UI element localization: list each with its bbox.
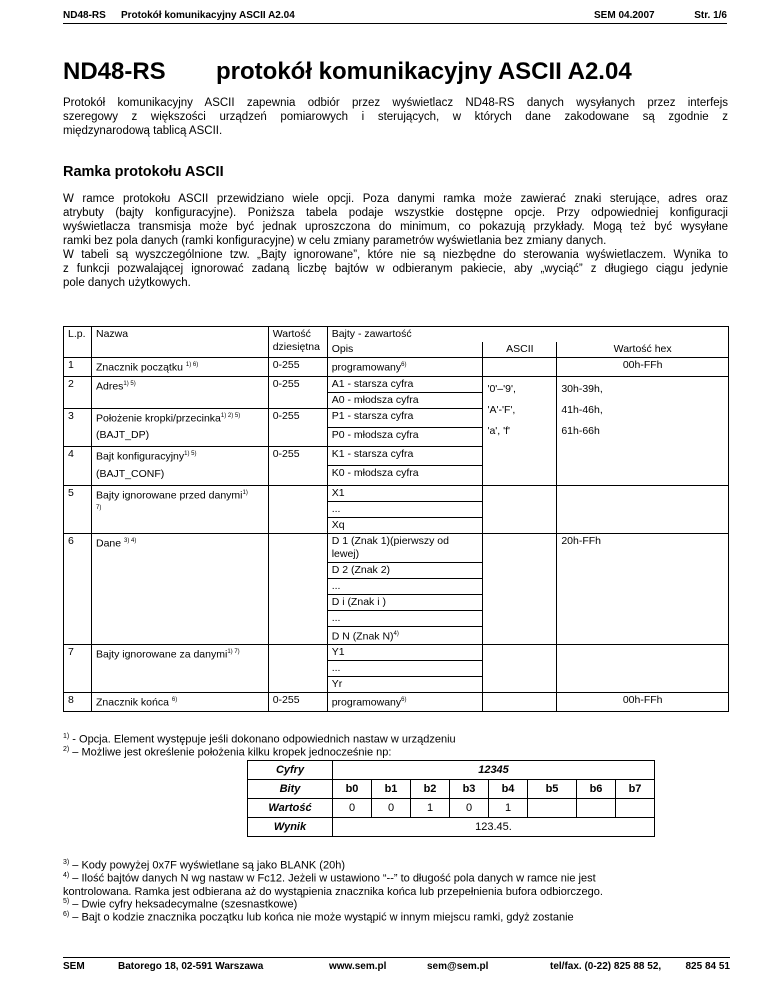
col-hex-header: Wartość hex bbox=[557, 342, 729, 358]
label-value: Wartość bbox=[248, 799, 333, 818]
col-ascii-header: ASCII bbox=[483, 342, 557, 358]
bit-header: b1 bbox=[372, 780, 411, 799]
section-line: atrybuty (bajty konfiguracyjne). Poniższa tabela podaje wszystkie dostępne opcje. Przy odpowiedniej konfiguracji bbox=[63, 207, 728, 219]
row-name: Adres$^{1) 5)}$ bbox=[91, 376, 268, 408]
footer-phone: tel/fax. (0-22) 825 88 52, bbox=[550, 961, 662, 972]
section-line: pole danych użytkowych. bbox=[63, 277, 191, 289]
table-row bbox=[64, 533, 729, 562]
row-desc: programowany$^{6)}$ bbox=[327, 358, 483, 377]
section-line: ramki bez pola danych (ramki konfiguracyjne) w celu zmiany parametrów wyświetlania bez zmiany danych. bbox=[63, 235, 607, 247]
page-title bbox=[63, 58, 632, 86]
row-value: 0-255 bbox=[268, 447, 327, 486]
section-line: W tabeli są wyszczególnione tzw. „Bajty ignorowane”, które nie są niezbędne do sterowania wyświetlaczem. Wynika to bbox=[63, 249, 728, 261]
row-name: Znacznik początku $^{1) 6)}$ bbox=[91, 358, 268, 377]
intro-line: Protokół komunikacyjny ASCII zapewnia odbiór przez wyświetlacz ND48-RS danych wysyłanych przez interfejs bbox=[63, 97, 728, 109]
table-header-row bbox=[64, 327, 729, 343]
bit-header: b5 bbox=[528, 780, 577, 799]
row-desc: Xq bbox=[327, 517, 483, 533]
header-page: Str. 1/6 bbox=[694, 10, 727, 21]
footnote-4: $^{4)}$ – Ilość bajtów danych N wg nastaw w Fc12. Jeżeli w ustawiono “--” to długość pola danych w ramce nie jest kontrolowana. Ramka jest odbierana aż do wystąpienia znacznika końca lub przepełnienia bufora odbiorczego. bbox=[63, 872, 603, 898]
intro-paragraph bbox=[63, 96, 728, 138]
row-lp: 7 bbox=[64, 645, 92, 693]
col-value-header: Wartość dziesiętna bbox=[268, 327, 327, 358]
section-line: z funkcji pozwalającej ignorować zadaną liczbę bajtów w odbieranym pakiecie, aby „wyciąć” z długiego ciągu jedynie bbox=[63, 263, 728, 275]
row-lp: 2 bbox=[64, 376, 92, 408]
row-desc: X1 bbox=[327, 485, 483, 501]
bit-value: 0 bbox=[333, 799, 372, 818]
bit-header: b2 bbox=[411, 780, 450, 799]
col-bytes-header: Bajty - zawartość bbox=[327, 327, 728, 343]
row-desc: ... bbox=[327, 661, 483, 677]
row-desc: A1 - starsza cyfra bbox=[327, 376, 483, 392]
bit-header: b6 bbox=[577, 780, 616, 799]
row-desc: D i (Znak i ) bbox=[327, 594, 483, 610]
row-desc: P0 - młodsza cyfra bbox=[327, 427, 483, 446]
row-desc: P1 - starsza cyfra bbox=[327, 408, 483, 427]
bits-example-table bbox=[247, 760, 655, 837]
row-name: Znacznik końca $^{6)}$ bbox=[91, 693, 268, 712]
header-date: SEM 04.2007 bbox=[594, 10, 655, 21]
row-hex: 00h-FFh bbox=[557, 358, 729, 377]
col-name-header: Nazwa bbox=[91, 327, 268, 358]
footer-phone2: 825 84 51 bbox=[685, 961, 730, 972]
bit-value bbox=[528, 799, 577, 818]
section-line: wyświetlacza transmisja może być jednak uproszczona do minimum, co pokazują przykłady. Mogą też być wysyłane bbox=[63, 221, 728, 233]
title-text: protokół komunikacyjny ASCII A2.04 bbox=[216, 58, 632, 85]
page-header bbox=[63, 9, 727, 24]
page-footer bbox=[63, 957, 730, 974]
label-digits: Cyfry bbox=[248, 761, 333, 780]
bit-header: b0 bbox=[333, 780, 372, 799]
row-desc: ... bbox=[327, 578, 483, 594]
title-device: ND48-RS bbox=[63, 58, 166, 85]
table-row bbox=[64, 358, 729, 377]
table-row bbox=[64, 693, 729, 712]
header-subject: Protokół komunikacyjny ASCII A2.04 bbox=[121, 10, 295, 21]
row-desc: Yr bbox=[327, 677, 483, 693]
ascii-cell: '0'–'9', 'A'-'F', 'a', 'f' bbox=[483, 376, 557, 485]
footer-address: Batorego 18, 02-591 Warszawa bbox=[118, 961, 264, 972]
table-row bbox=[64, 485, 729, 501]
label-bits: Bity bbox=[248, 780, 333, 799]
footer-email[interactable]: sem@sem.pl bbox=[427, 961, 489, 972]
table-row bbox=[64, 645, 729, 661]
row-lp: 4 bbox=[64, 447, 92, 486]
footer-company: SEM bbox=[63, 961, 85, 972]
table-row bbox=[64, 376, 729, 392]
hex-cell: 30h-39h, 41h-46h, 61h-66h bbox=[557, 376, 729, 485]
row-value: 0-255 bbox=[268, 408, 327, 447]
row-lp: 3 bbox=[64, 408, 92, 447]
row-desc: ... bbox=[327, 501, 483, 517]
section-line: W ramce protokołu ASCII przewidziano wiele opcji. Poza danymi ramka może zawierać znaki sterujące, adres oraz bbox=[63, 193, 728, 205]
row-desc: programowany$^{6)}$ bbox=[327, 693, 483, 712]
row-lp: 8 bbox=[64, 693, 92, 712]
footnote-5: $^{5)}$ – Dwie cyfry heksadecymalne (szesnastkowe) bbox=[63, 898, 298, 911]
intro-line: szeregowy z większości urządzeń pomiarowych i sterujących, w których dane zakodowane są zgodnie z bbox=[63, 111, 728, 123]
footer-web[interactable]: www.sem.pl bbox=[329, 961, 387, 972]
label-result: Wynik bbox=[248, 818, 333, 837]
bit-value bbox=[577, 799, 616, 818]
footnote-6: $^{6)}$ – Bajt o kodzie znacznika początku lub końca nie może wystąpić w innym miejscu ramki, gdyż zostanie bbox=[63, 911, 574, 924]
intro-line: międzynarodową tablicą ASCII. bbox=[63, 125, 223, 137]
row-desc: K1 - starsza cyfra bbox=[327, 447, 483, 466]
row-desc: Y1 bbox=[327, 645, 483, 661]
row-hex: 00h-FFh bbox=[557, 693, 729, 712]
bit-value: 1 bbox=[489, 799, 528, 818]
col-lp-header: L.p. bbox=[64, 327, 92, 358]
col-desc-header: Opis bbox=[327, 342, 483, 358]
row-name: Położenie kropki/przecinka$^{1) 2) 5)}$ (BAJT_DP) bbox=[91, 408, 268, 447]
row-hex: 20h-FFh bbox=[557, 533, 729, 645]
header-doc: ND48-RS bbox=[63, 10, 106, 21]
footnote-1: $^{1)}$ - Opcja. Element występuje jeśli dokonano odpowiednich nastaw w urządzeniu bbox=[63, 733, 456, 746]
row-lp: 1 bbox=[64, 358, 92, 377]
row-desc: D N (Znak N)$^{4)}$ bbox=[327, 626, 483, 645]
footnote-3: $^{3)}$ – Kody powyżej 0x7F wyświetlane są jako BLANK (20h) bbox=[63, 859, 345, 872]
row-value: 0-255 bbox=[268, 693, 327, 712]
bit-value bbox=[616, 799, 655, 818]
row-desc: D 1 (Znak 1)(pierwszy od lewej) bbox=[327, 533, 483, 562]
bit-header: b4 bbox=[489, 780, 528, 799]
row-value: 0-255 bbox=[268, 376, 327, 408]
section-paragraph bbox=[63, 192, 728, 290]
bit-value: 1 bbox=[411, 799, 450, 818]
row-desc: K0 - młodsza cyfra bbox=[327, 466, 483, 485]
row-name: Bajt konfiguracyjny$^{1) 5)}$ (BAJT_CONF) bbox=[91, 447, 268, 486]
frame-spec-table bbox=[63, 326, 729, 712]
row-lp: 5 bbox=[64, 485, 92, 533]
row-desc: D 2 (Znak 2) bbox=[327, 562, 483, 578]
bit-header: b7 bbox=[616, 780, 655, 799]
row-name: Bajty ignorowane za danymi$^{1) 7)}$ bbox=[91, 645, 268, 693]
row-desc: A0 - młodsza cyfra bbox=[327, 392, 483, 408]
row-desc: ... bbox=[327, 610, 483, 626]
row-lp: 6 bbox=[64, 533, 92, 645]
section-heading: Ramka protokołu ASCII bbox=[63, 164, 224, 180]
bit-header: b3 bbox=[450, 780, 489, 799]
bit-value: 0 bbox=[450, 799, 489, 818]
row-name: Bajty ignorowane przed danymi$^{1)}$ $^{7)}$ bbox=[91, 485, 268, 533]
digits-value: 12345 bbox=[333, 761, 655, 780]
bit-value: 0 bbox=[372, 799, 411, 818]
footnote-2: $^{2)}$ – Możliwe jest określenie położenia kilku kropek jednocześnie np: bbox=[63, 746, 392, 759]
row-name: Dane $^{3) 4)}$ bbox=[91, 533, 268, 645]
result-value: 123.45. bbox=[333, 818, 655, 837]
row-value: 0-255 bbox=[268, 358, 327, 377]
